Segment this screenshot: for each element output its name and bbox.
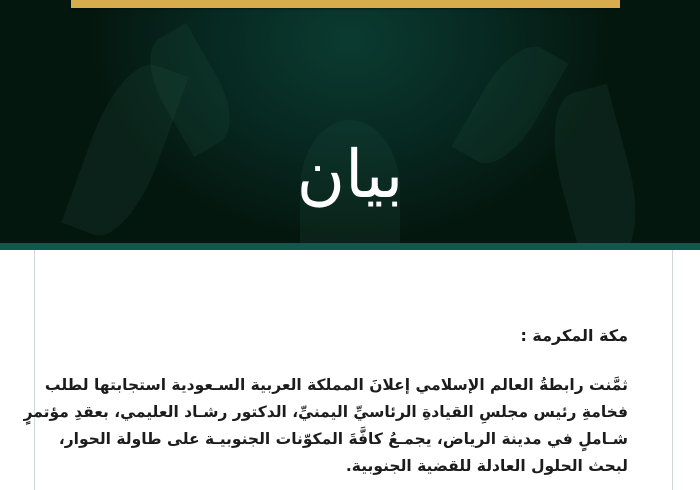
gold-top-bar [71,0,620,8]
paragraph-line: ثمَّنت رابطةُ العالم الإسلامي إعلانَ المملكة العربية السـعودية استجابتها لطلب [44,376,628,394]
statement-body [23,322,628,480]
right-border-line [672,250,673,490]
header-banner [0,0,700,243]
paragraph-line: شـاملٍ في مدينة الرياض، يجمـعُ كافَّةَ المكوّنات الجنوبيـة على طاولة الحوار، [58,430,628,448]
paragraph-line: لبحث الحلول العادلة للقضية الجنوبية. [345,457,628,475]
paragraph-line: فخامةِ رئيس مجلسِ القيادةِ الرئاسيِّ اليمنيِّ، الدكتور رشـاد العليمي، بعقدِ مؤتمرٍ [23,403,628,421]
dateline: مكة المكرمة : [520,326,628,345]
left-border-line [34,250,35,490]
header-divider-band [0,243,700,250]
page-title: بيان [296,136,404,213]
